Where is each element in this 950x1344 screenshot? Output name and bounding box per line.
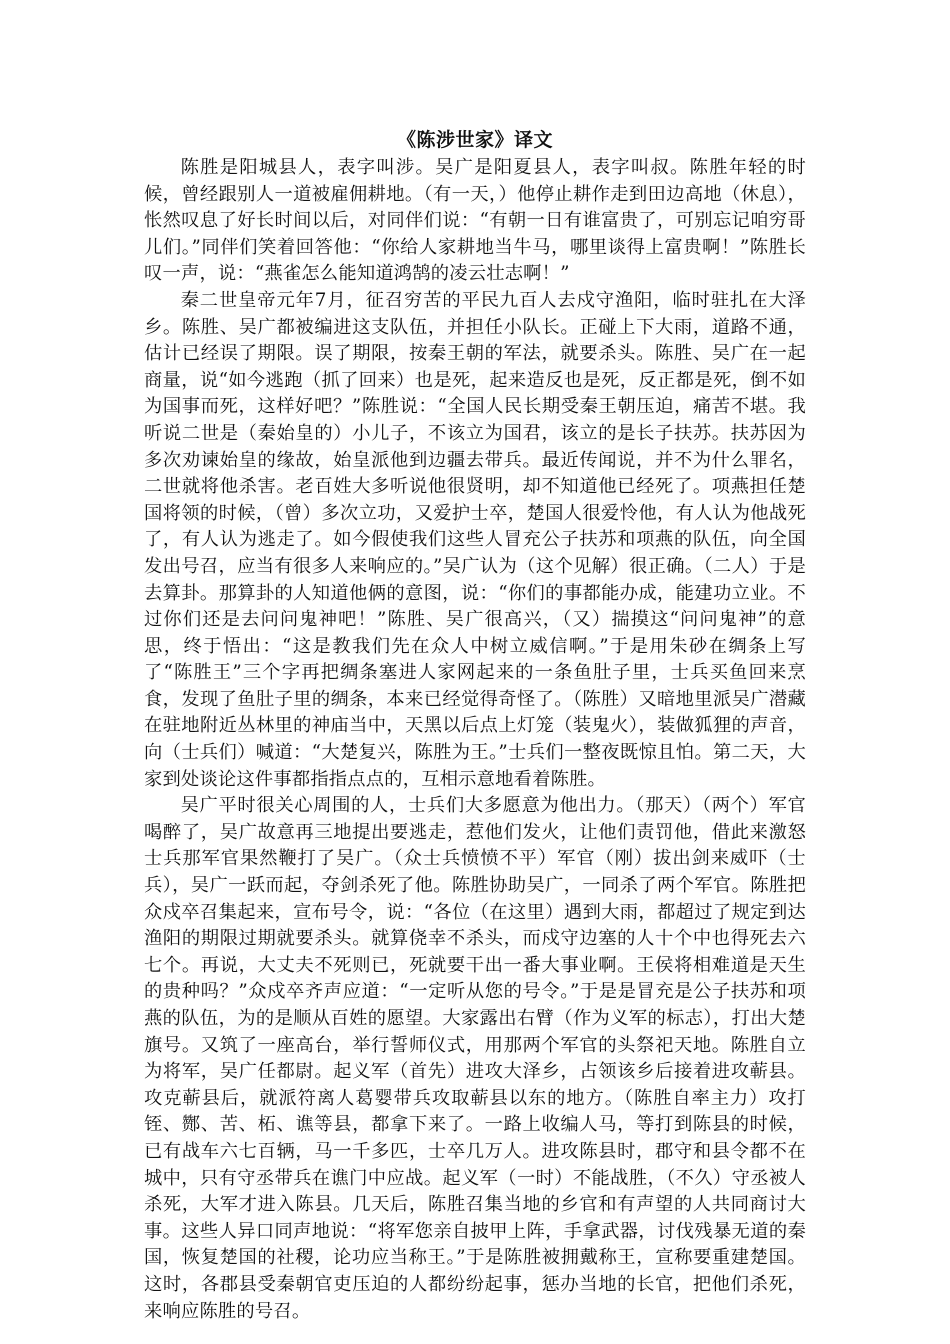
paragraph-1: 陈胜是阳城县人，表字叫涉。吴广是阳夏县人，表字叫叔。陈胜年轻的时候，曾经跟别人一道被雇佣耕地。（有一天，）他停止耕作走到田边高地（休息），怅然叹息了好长时间以后，对同伴们说：“有朝一日有谁富贵了，可别忘记咱穷哥儿们。”同伴们笑着回答他：“你给人家耕地当牛马，哪里谈得上富贵啊！”陈胜长叹一声，说：“燕雀怎么能知道鸿鹄的凌云壮志啊！” [144,157,806,285]
document-title: 《陈涉世家》译文 [396,129,553,151]
document-page [144,126,806,1325]
paragraph-3: 吴广平时很关心周围的人，士兵们大多愿意为他出力。（那天）（两个）军官喝醉了，吴广故意再三地提出要逃走，惹他们发火，让他们责罚他，借此来激怒士兵那军官果然鞭打了吴广。（众士兵愤愤不平）军官（刚）拔出剑来威吓（士兵），吴广一跃而起，夺剑杀死了他。陈胜协助吴广，一同杀了两个军官。陈胜把众戍卒召集起来，宣布号令，说：“各位（在这里）遇到大雨，都超过了规定到达渔阳的期限过期就要杀头。就算侥幸不杀头，而戍守边塞的人十个中也得死去六七个。再说，大丈夫不死则已，死就要干出一番大事业啊。王侯将相难道是天生的贵种吗？”众戍卒齐声应道：“一定听从您的号令。”于是是冒充是公子扶苏和项燕的队伍，为的是顺从百姓的愿望。大家露出右臂（作为义军的标志），打出大楚旗号。又筑了一座高台，举行誓师仪式，用那两个军官的头祭祀天地。陈胜自立为将军，吴广任都尉。起义军（首先）进攻大泽乡，占领该乡后接着进攻蕲县。攻克蕲县后，就派符离人葛婴带兵攻取蕲县以东的地方。（陈胜自率主力）攻打铚、酂、苦、柘、谯等县，都拿下来了。一路上收编人马，等打到陈县的时候，已有战车六七百辆，马一千多匹，士卒几万人。进攻陈县时，郡守和县令都不在城中，只有守丞带兵在谯门中应战。起义军（一时）不能战胜，（不久）守丞被人杀死，大军才进入陈县。几天后，陈胜召集当地的乡官和有声望的人共同商讨大事。这些人异口同声地说：“将军您亲自披甲上阵，手拿武器，讨伐残暴无道的秦国，恢复楚国的社稷，论功应当称王。”于是陈胜被拥戴称王，宣称要重建楚国。这时，各郡县受秦朝官吏压迫的人都纷纷起事，惩办当地的长官，把他们杀死，来响应陈胜的号召。 [144,795,806,1322]
paragraph-2: 秦二世皇帝元年7月，征召穷苦的平民九百人去戍守渔阳，临时驻扎在大泽乡。陈胜、吴广都被编进这支队伍，并担任小队长。正碰上下大雨，道路不通，估计已经误了期限。误了期限，按秦王朝的军法，就要杀头。陈胜、吴广在一起商量，说“如今逃跑（抓了回来）也是死，起来造反也是死，反正都是死，倒不如为国事而死，这样好吧？”陈胜说：“全国人民长期受秦王朝压迫，痛苦不堪。我听说二世是（秦始皇的）小儿子，不该立为国君，该立的是长子扶苏。扶苏因为多次劝谏始皇的缘故，始皇派他到边疆去带兵。最近传闻说，并不为什么罪名，二世就将他杀害。老百姓大多听说他很贤明，却不知道他已经死了。项燕担任楚国将领的时候，（曾）多次立功，又爱护士卒，楚国人很爱怜他，有人认为他战死了，有人认为逃走了。如今假使我们这些人冒充公子扶苏和项燕的队伍，向全国发出号召，应当有很多人来响应的。”吴广认为（这个见解）很正确。（二人）于是去算卦。那算卦的人知道他俩的意图，说：“你们的事都能办成，能建功立业。不过你们还是去问问鬼神吧！”陈胜、吴广很高兴，（又）揣摸这“问问鬼神”的意思，终于悟出：“这是教我们先在众人中树立威信啊。”于是用朱砂在绸条上写了“陈胜王”三个字再把绸条塞进人家网起来的一条鱼肚子里，士兵买鱼回来烹食，发现了鱼肚子里的绸条，本来已经觉得奇怪了。（陈胜）又暗地里派吴广潜藏在驻地附近丛林里的神庙当中，天黑以后点上灯笼（装鬼火），装做狐狸的声音，向（士兵们）喊道：“大楚复兴，陈胜为王。”士兵们一整夜既惊且怕。第二天，大家到处谈论这件事都指指点点的，互相示意地看着陈胜。 [144,289,806,790]
